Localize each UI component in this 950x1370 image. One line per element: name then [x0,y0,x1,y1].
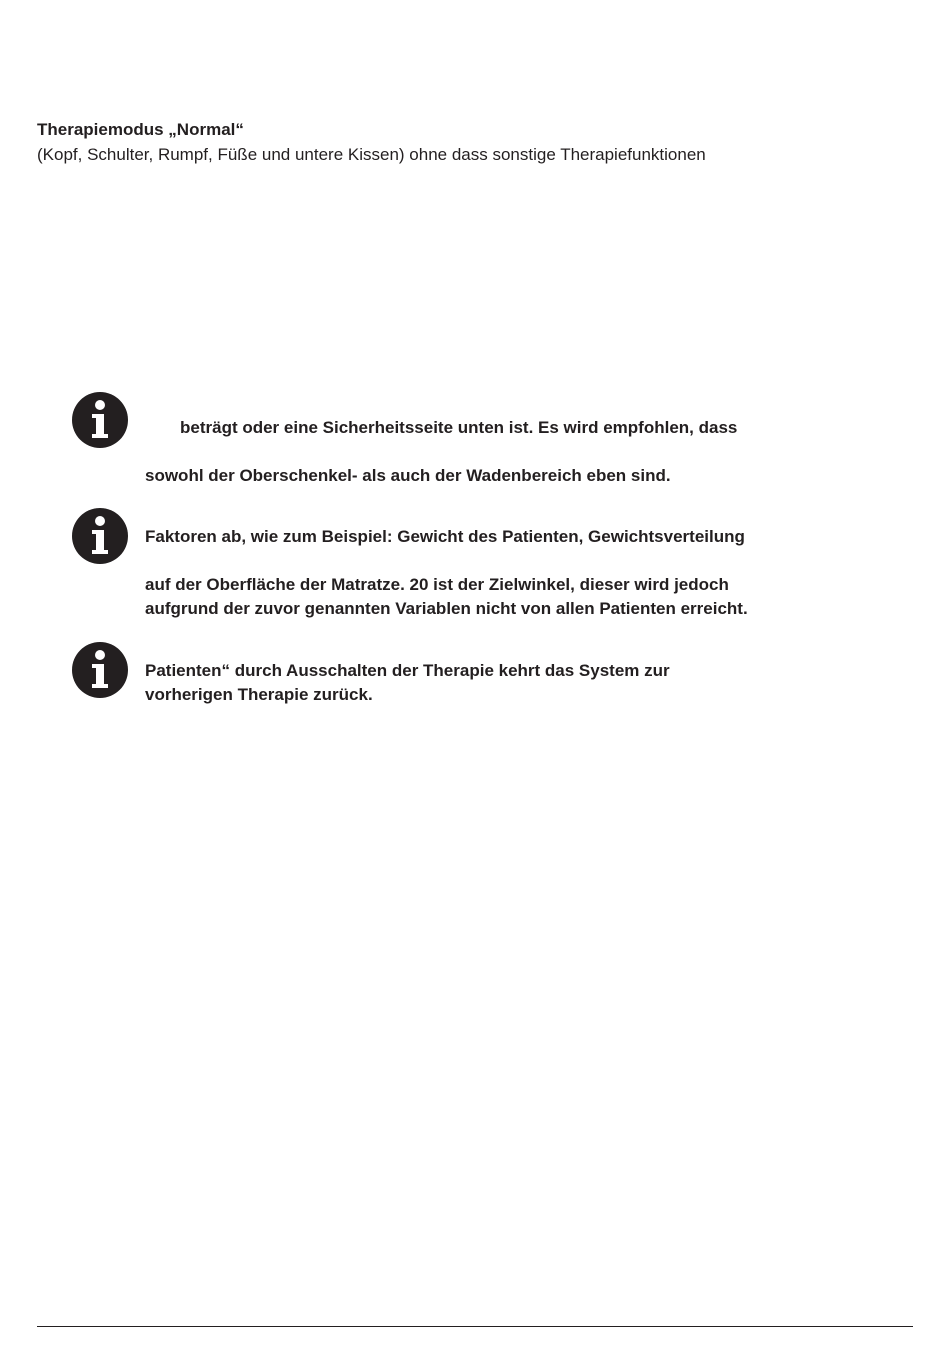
note-2-line-3: aufgrund der zuvor genannten Variablen nicht von allen Patienten erreicht. [145,599,748,618]
info-icon [70,506,130,566]
note-2-line-1: Faktoren ab, wie zum Beispiel: Gewicht des Patienten, Gewichtsverteilung [145,527,745,546]
note-1-line-2: sowohl der Oberschenkel- als auch der Wadenbereich eben sind. [145,466,671,485]
section-description: (Kopf, Schulter, Rumpf, Füße und untere Kissen) ohne dass sonstige Therapiefunktionen [37,145,706,164]
info-icon [70,390,130,450]
note-2-line-2: auf der Oberfläche der Matratze. 20 ist der Zielwinkel, dieser wird jedoch [145,575,729,594]
note-3-line-2: vorherigen Therapie zurück. [145,685,373,704]
note-3-line-1: Patienten“ durch Ausschalten der Therapie kehrt das System zur [145,661,670,680]
note-1-line-1: beträgt oder eine Sicherheitsseite unten ist. Es wird empfohlen, dass [180,418,738,437]
footer-divider [37,1326,913,1327]
info-icon [70,640,130,700]
section-title: Therapiemodus „Normal“ [37,120,244,139]
